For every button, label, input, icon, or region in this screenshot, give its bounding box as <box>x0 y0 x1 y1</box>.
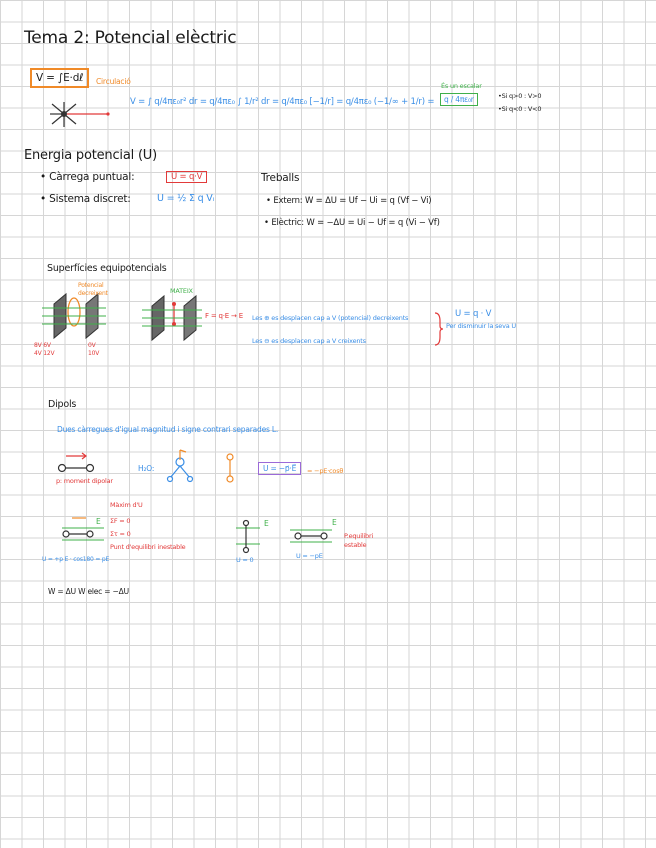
u-negative: U = −pE <box>296 552 323 560</box>
negative-charges-move: Les ⊖ es desplacen cap a V creixents <box>252 337 366 345</box>
brace <box>434 312 444 346</box>
left-voltage-labels-1: 8V 6V <box>34 342 51 349</box>
potential-result: q / 4πε₀r <box>444 95 474 104</box>
discrete-text: Sistema discret: <box>49 193 131 205</box>
unstable-label: Punt d'equilibri inestable <box>110 543 186 551</box>
potential-result-box <box>440 93 478 106</box>
dipole-energy-formula: U = −p⃗·E⃗ <box>263 464 297 473</box>
point-charge-text: Càrrega puntual: <box>49 171 135 183</box>
work-external: • Extern: W = ΔU = Uf − Ui = q (Vf − Vi) <box>266 196 432 206</box>
sum-torques: Στ = 0 <box>110 530 131 538</box>
water-label: H₂O: <box>138 464 155 473</box>
decreasing-potential-note: Potencial decreixent <box>78 282 108 297</box>
stable-label: P.equilibri estable <box>344 532 374 549</box>
point-formula: U = q·V <box>171 172 203 182</box>
circulation-note: Circulació <box>96 77 131 86</box>
page-title: Tema 2: Potencial elèctric <box>24 28 237 48</box>
dipole-definition: Dues càrregues d'igual magnitud i signe contrari separades L. <box>57 425 279 434</box>
potential-integral: V = ∫ q/4πε₀r² dr = q/4πε₀ ∫ 1/r² dr = q/4πε₀ [−1/r] = q/4πε₀ (−1/∞ + 1/r) = <box>130 97 435 107</box>
potential-definition-box <box>30 68 89 88</box>
dipole-energy-note: = −pE·cosθ <box>307 467 344 475</box>
u-zero: U = 0 <box>236 556 254 564</box>
water-molecule <box>160 452 200 486</box>
discrete-label: • Sistema discret: <box>40 193 131 205</box>
potential-definition: V = ∫E·dℓ <box>36 72 84 84</box>
decrease-u-note: Per disminuir la seva U <box>446 322 516 330</box>
force-formula: F = q·E → E <box>205 312 243 320</box>
e-label-2: E <box>264 519 269 528</box>
e-label-3: E <box>332 518 337 527</box>
positive-charges-move: Les ⊕ es desplacen cap a V (potencial) decreixents <box>252 314 409 322</box>
max-u-label: Màxim d'U <box>110 501 143 509</box>
right-voltage-label-2: 10V <box>88 350 100 357</box>
point-charge-label: • Càrrega puntual: <box>40 171 135 183</box>
point-formula-box <box>166 171 207 183</box>
left-voltage-labels-2: 4V 12V <box>34 350 55 357</box>
dipole-moment-label: p: moment dipolar <box>56 477 113 485</box>
condition-negative: •Si q<0 : V<0 <box>498 105 542 113</box>
condition-positive: •Si q>0 : V>0 <box>498 92 542 100</box>
anti-aligned-dipole <box>60 514 110 548</box>
scalar-note: És un escalar <box>441 82 482 90</box>
dipole-energy-box <box>258 462 301 475</box>
perpendicular-dipole <box>234 520 264 554</box>
e-label-1: E <box>96 517 101 526</box>
right-voltage-label-1: 0V <box>88 342 96 349</box>
point-charge-field-icon <box>44 100 124 130</box>
sum-forces: ΣF = 0 <box>110 517 131 525</box>
aligned-dipole <box>288 518 338 552</box>
discrete-formula: U = ½ Σ q Vᵢ <box>157 193 215 204</box>
u-anti-aligned: U = +p E · cos180 = pE <box>42 556 110 563</box>
work-heading: Treballs <box>261 172 300 184</box>
energy-heading: Energia potencial (U) <box>24 148 157 163</box>
equipotential-heading: Superfícies equipotencials <box>47 263 167 274</box>
u-equals-qv: U = q · V <box>455 309 492 319</box>
work-electric: • Elèctric: W = −ΔU = Ui − Uf = q (Vi − Vf) <box>264 218 440 228</box>
same-label: MATEIX <box>170 287 193 295</box>
work-energy-relation: W = ΔU W elec = −ΔU <box>48 587 129 596</box>
vertical-dipole-icon <box>222 452 238 484</box>
equipotential-plates-right <box>140 290 210 346</box>
dipoles-heading: Dipols <box>48 399 77 410</box>
